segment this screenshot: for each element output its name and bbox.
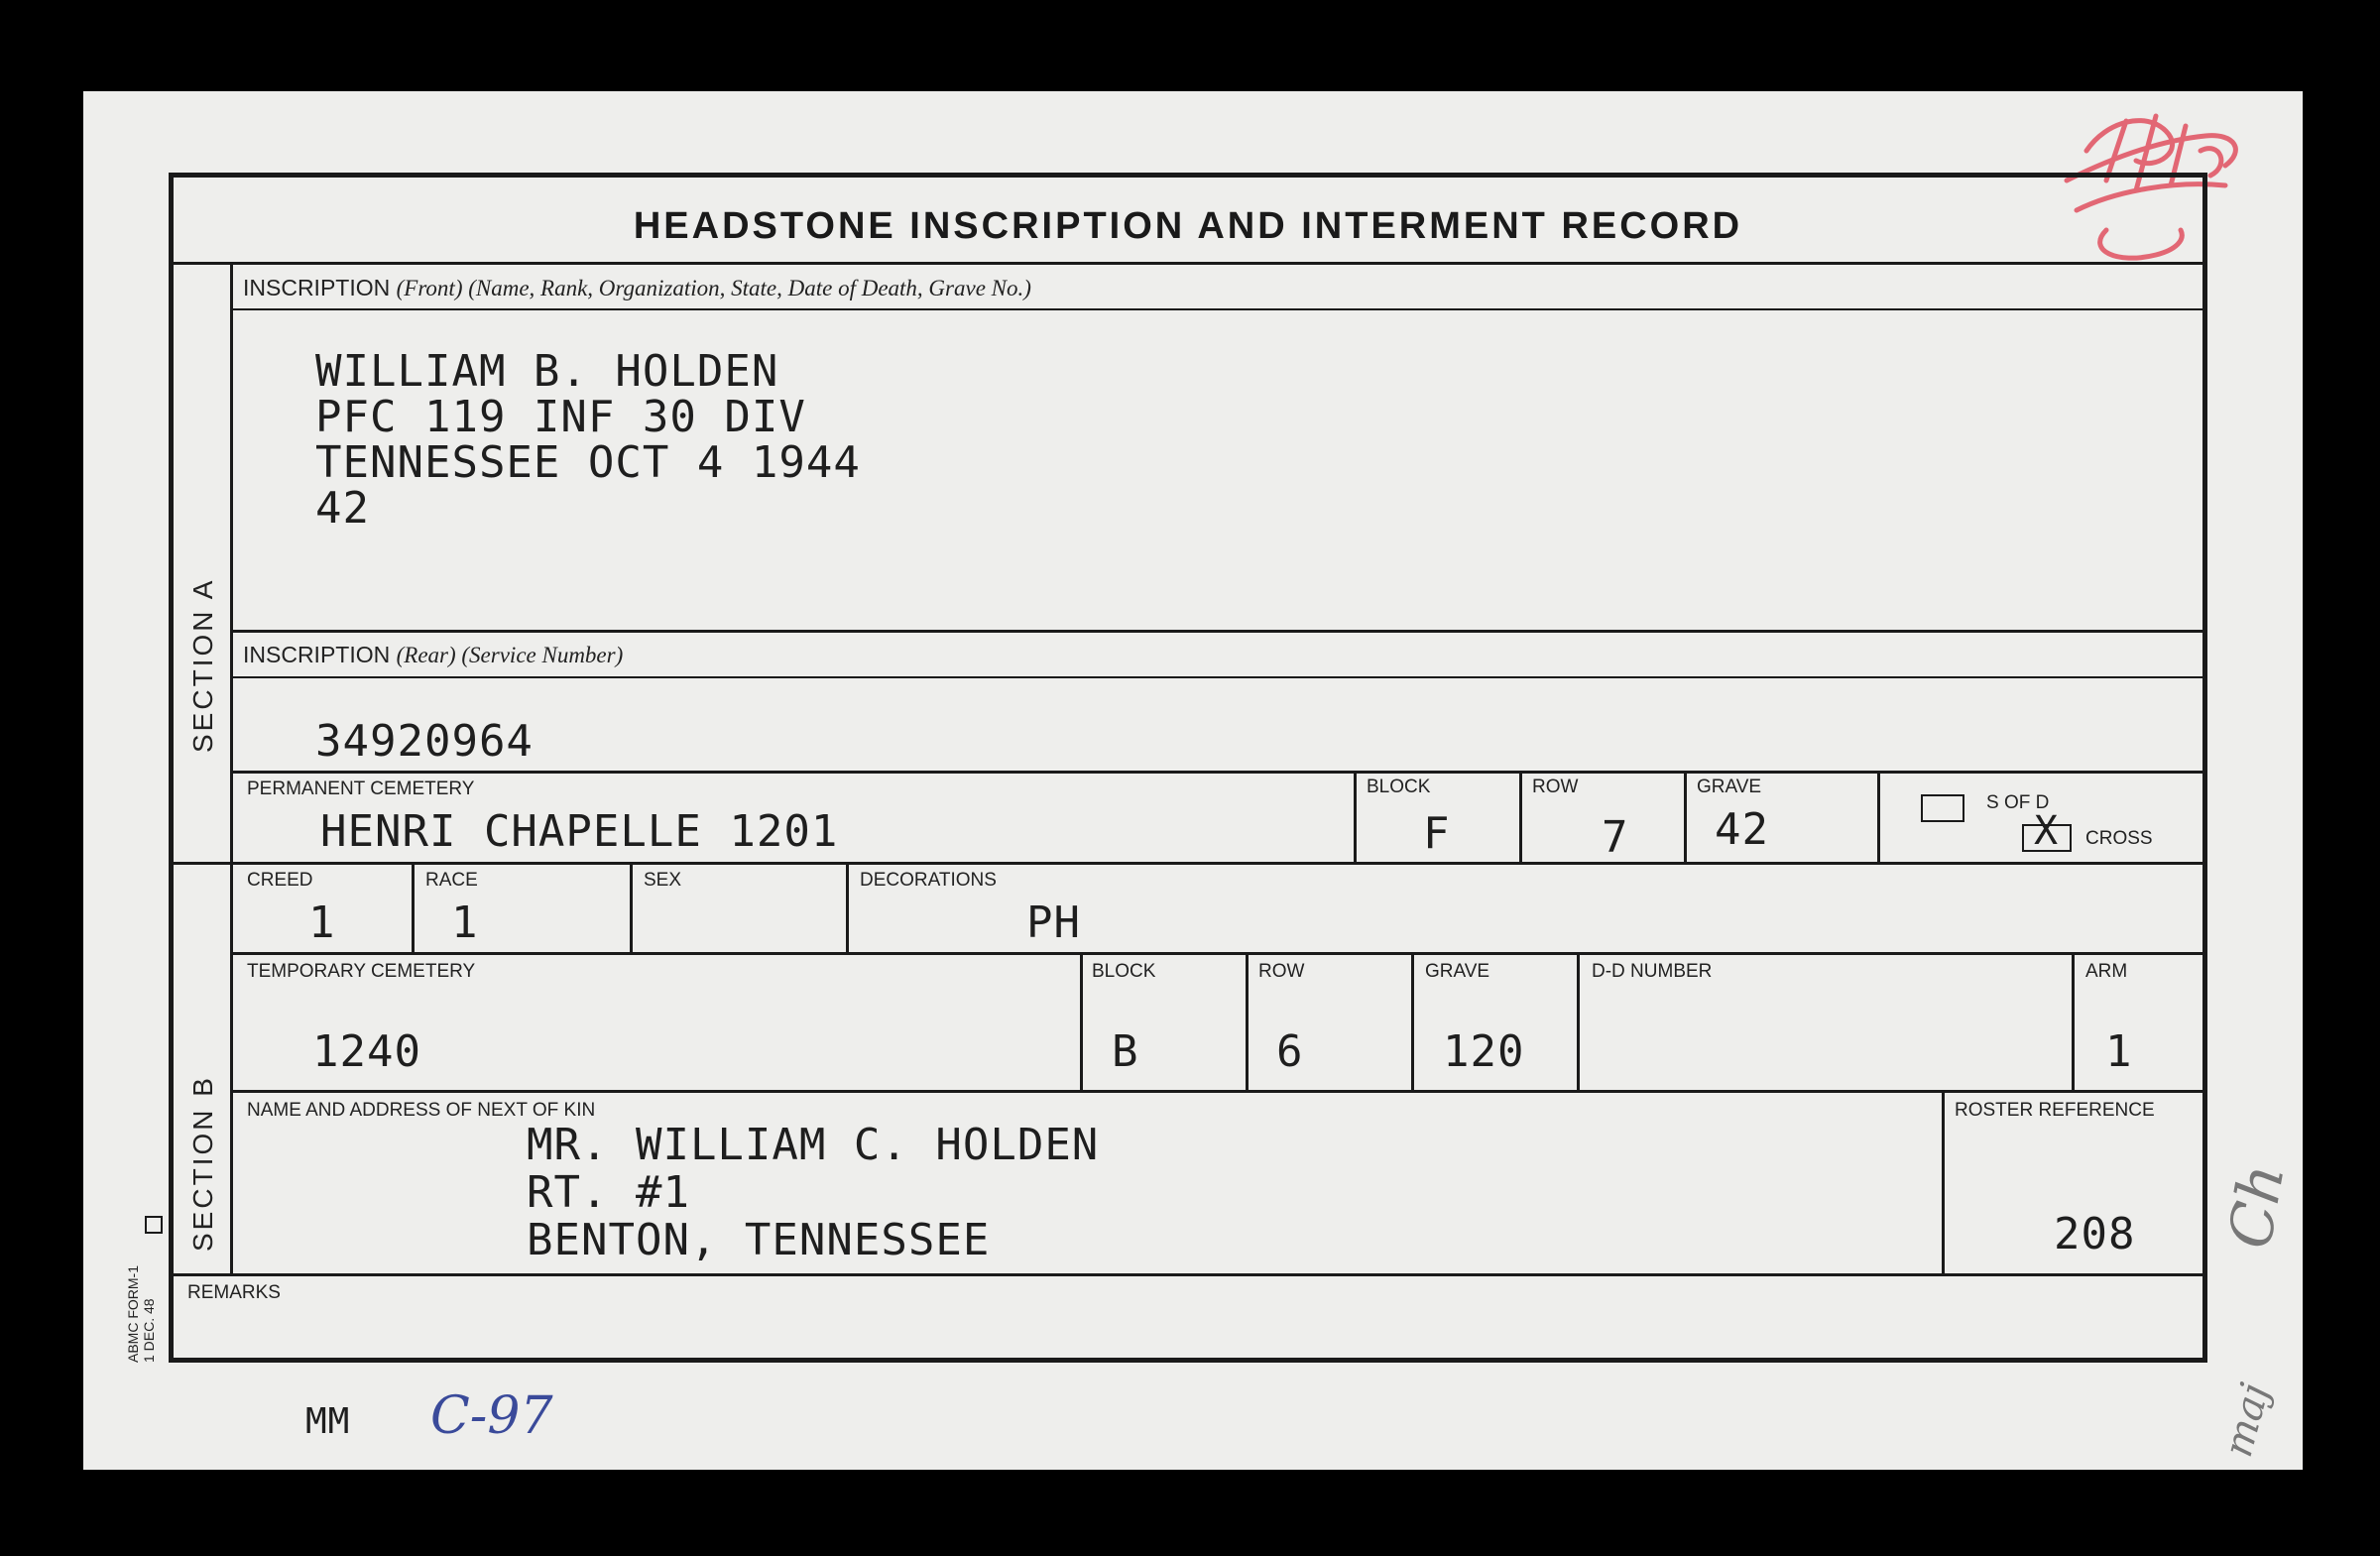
roster-reference-value: 208 — [2054, 1209, 2136, 1259]
perm-row-divider — [1519, 771, 1522, 862]
creed-value: 1 — [308, 898, 336, 948]
temp-row-value: 6 — [1276, 1026, 1304, 1077]
form-title: HEADSTONE INSCRIPTION AND INTERMENT RECORD — [633, 205, 1743, 247]
temp-grave-divider — [1411, 952, 1414, 1090]
decorations-label: DECORATIONS — [860, 870, 997, 891]
sex-decorations-divider — [846, 862, 849, 952]
inscription-front-line-4: 42 — [315, 483, 370, 534]
remarks-label: REMARKS — [187, 1282, 281, 1303]
perm-marker-divider — [1877, 771, 1880, 862]
front-rear-divider — [233, 630, 2202, 633]
inscription-rear-label: INSCRIPTION (Rear) (Service Number) — [243, 642, 624, 667]
temp-row-label: ROW — [1258, 961, 1305, 982]
perm-row-label: ROW — [1532, 777, 1579, 797]
s-of-d-label: S OF D — [1986, 792, 2050, 813]
perm-grave-value: 42 — [1715, 804, 1769, 855]
kin-remarks-divider — [174, 1273, 2202, 1276]
cross-check-mark: X — [2034, 808, 2060, 854]
next-of-kin-line-1: MR. WILLIAM C. HOLDEN — [527, 1120, 1100, 1170]
next-of-kin-line-3: BENTON, TENNESSEE — [527, 1215, 991, 1265]
section-column-divider — [230, 262, 233, 1273]
record-card — [83, 91, 2303, 1470]
permanent-cemetery-value: HENRI CHAPELLE 1201 — [320, 806, 839, 857]
temp-grave-label: GRAVE — [1425, 961, 1490, 982]
dd-number-label: D-D NUMBER — [1592, 961, 1713, 982]
service-number: 34920964 — [315, 716, 534, 767]
title-divider — [174, 262, 2202, 265]
next-of-kin-label: NAME AND ADDRESS OF NEXT OF KIN — [247, 1100, 596, 1121]
temp-kin-divider — [233, 1090, 2202, 1093]
race-label: RACE — [425, 870, 478, 891]
perm-block-divider — [1354, 771, 1357, 862]
section-a-b-divider — [174, 862, 2202, 865]
permanent-cemetery-label: PERMANENT CEMETERY — [247, 778, 475, 799]
inscription-front-label: INSCRIPTION (Front) (Name, Rank, Organization, State, Date of Death, Grave No.) — [243, 275, 1031, 300]
inscription-front-line-1: WILLIAM B. HOLDEN — [315, 346, 779, 397]
cross-checkbox[interactable] — [2022, 808, 2072, 854]
temp-block-label: BLOCK — [1092, 961, 1156, 982]
dd-arm-divider — [2072, 952, 2075, 1090]
kin-roster-divider — [1942, 1090, 1945, 1273]
s-of-d-checkbox[interactable] — [1921, 794, 1964, 822]
creed-temp-divider — [233, 952, 2202, 955]
temp-dd-divider — [1577, 952, 1580, 1090]
section-a-label: SECTION A — [187, 577, 218, 753]
record-form — [169, 173, 2207, 1363]
form-id: ABMC FORM-1 1 DEC. 48 — [125, 1265, 157, 1363]
margin-note: maj — [2215, 1378, 2279, 1462]
perm-grave-divider — [1684, 771, 1687, 862]
temp-row-divider — [1246, 952, 1249, 1090]
temp-block-divider — [1080, 952, 1083, 1090]
rear-label-divider — [233, 676, 2202, 678]
roster-reference-label: ROSTER REFERENCE — [1955, 1100, 2155, 1121]
front-label-divider — [233, 308, 2202, 310]
perm-block-value: F — [1423, 808, 1451, 859]
perm-block-label: BLOCK — [1367, 777, 1431, 797]
temp-block-value: B — [1112, 1026, 1139, 1077]
margin-initials: Ch — [2215, 1158, 2299, 1255]
mm-mark: MM — [305, 1401, 351, 1442]
form-id-checkbox — [145, 1216, 163, 1234]
creed-label: CREED — [247, 870, 313, 891]
temp-grave-value: 120 — [1443, 1026, 1525, 1077]
perm-row-value: 7 — [1602, 812, 1629, 863]
rear-cemetery-divider — [233, 771, 2202, 774]
race-sex-divider — [630, 862, 633, 952]
handwritten-code: C-97 — [430, 1386, 553, 1446]
race-value: 1 — [451, 898, 479, 948]
creed-race-divider — [412, 862, 415, 952]
section-b-label: SECTION B — [187, 1075, 218, 1252]
cross-label: CROSS — [2085, 828, 2153, 849]
arm-label: ARM — [2085, 961, 2128, 982]
temporary-cemetery-value: 1240 — [312, 1026, 421, 1077]
inscription-front-line-3: TENNESSEE OCT 4 1944 — [315, 437, 861, 488]
perm-grave-label: GRAVE — [1697, 777, 1762, 797]
sex-label: SEX — [644, 870, 682, 891]
inscription-front-line-2: PFC 119 INF 30 DIV — [315, 392, 806, 442]
arm-value: 1 — [2105, 1026, 2133, 1077]
temporary-cemetery-label: TEMPORARY CEMETERY — [247, 961, 476, 982]
next-of-kin-line-2: RT. #1 — [527, 1167, 690, 1218]
decorations-value: PH — [1026, 898, 1081, 948]
